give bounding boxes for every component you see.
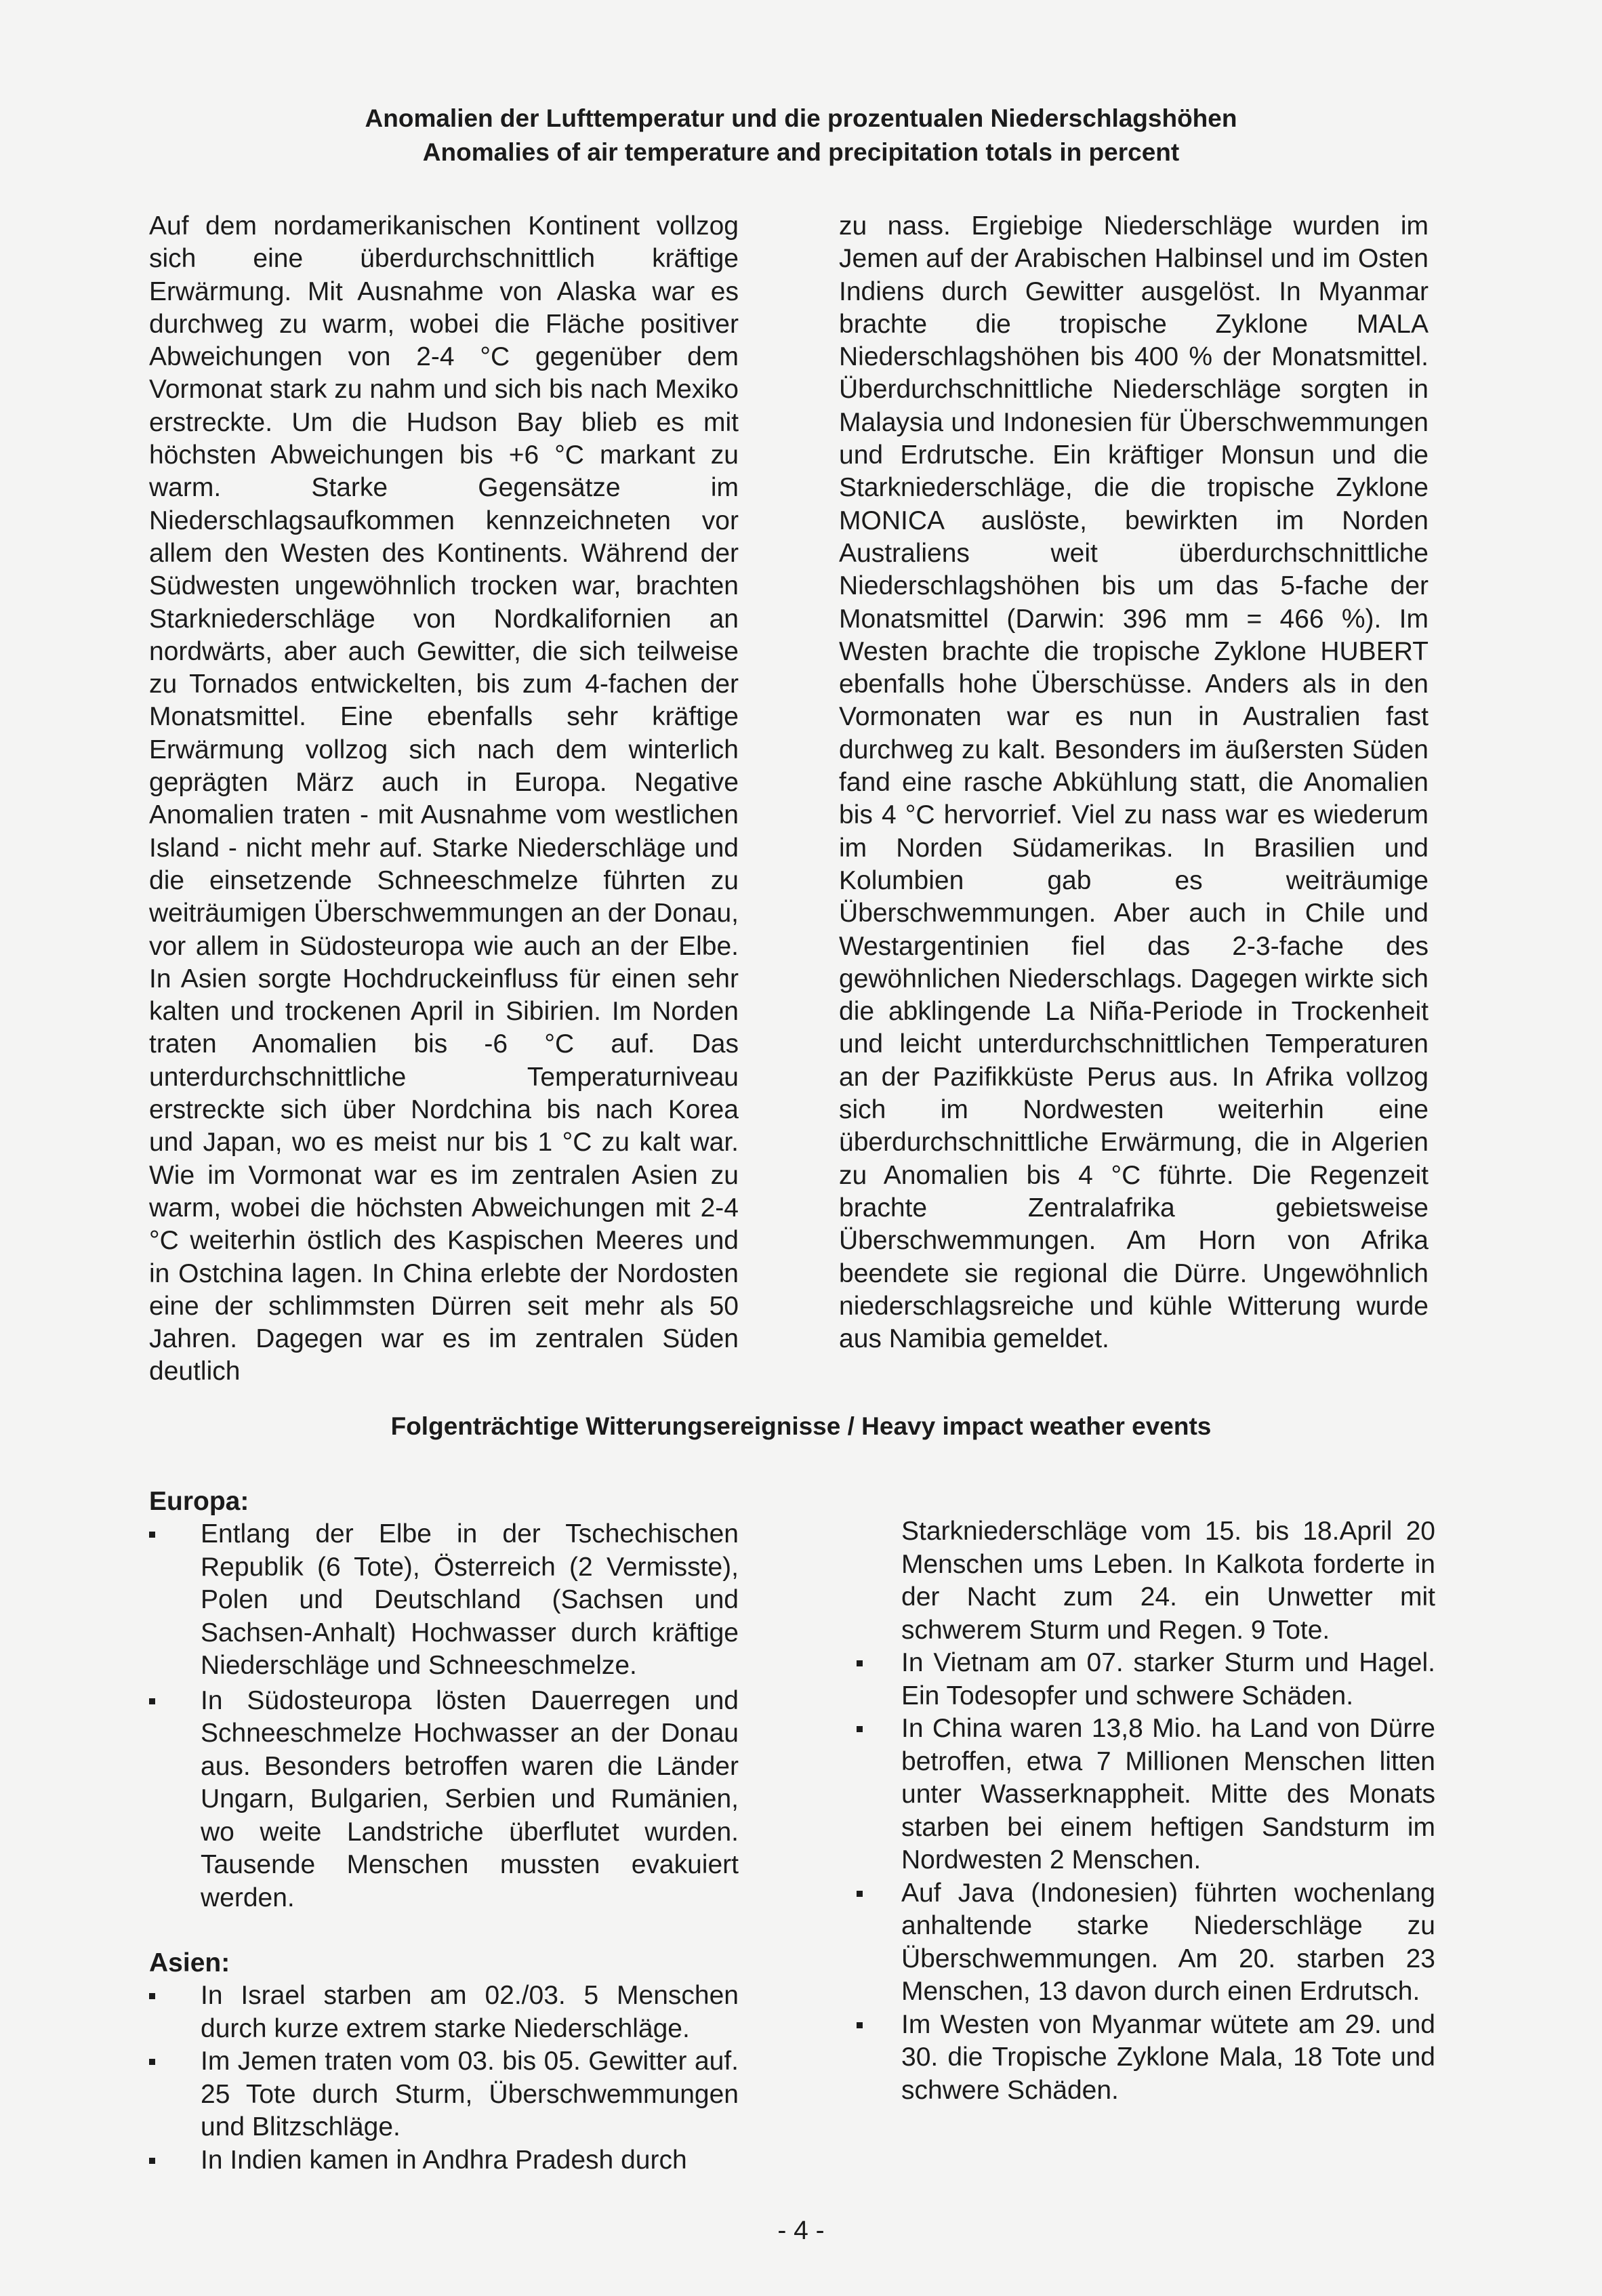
event-text: In Indien kamen in Andhra Pradesh durch [201, 2145, 687, 2175]
list-item [149, 1980, 739, 2045]
event-text: In Vietnam am 07. starker Sturm und Hagel. Ein Todesopfer und schwere Schäden. [901, 1648, 1435, 1710]
bullet-icon [149, 2158, 155, 2164]
list-item [839, 1713, 1435, 1877]
list-item [839, 1647, 1435, 1713]
events-section-title: Folgenträchtige Witterungsereignisse / Heavy impact weather events [390, 1412, 1212, 1440]
event-text: Auf Java (Indonesien) führten wochenlang anhaltende starke Niederschläge zu Überschwemmungen. Am 20. starben 23 Menschen, 13 davon durch einen Erdrutsch. [901, 1878, 1435, 2006]
report-left-column [149, 210, 739, 1389]
page-title [0, 102, 1602, 169]
list-item [839, 2009, 1435, 2108]
bullet-icon [149, 1532, 155, 1538]
title-english: Anomalies of air temperature and precipitation totals in percent [422, 138, 1180, 166]
bullet-icon [857, 1891, 863, 1897]
list-item [149, 1685, 739, 1915]
event-text: In China waren 13,8 Mio. ha Land von Dürre betroffen, etwa 7 Millionen Menschen litten unter Wasserknappheit. Mitte des Monats starben bei einem heftigen Sandsturm im Nordwesten 2 Menschen. [901, 1714, 1435, 1874]
bullet-icon [149, 1698, 155, 1704]
report-text-left: Auf dem nordamerikanischen Kontinent vollzog sich eine überdurchschnittlich kräftige Erwärmung. Mit Ausnahme von Alaska war es durchweg zu warm, wobei die Fläche positiver Abweichungen von 2-4 °C gegenüber dem Vormonat stark zu nahm und sich bis nach Mexiko erstreckte. Um die Hudson Bay blieb es mit höchsten Abweichungen bis +6 °C markant zu warm. Starke Gegensätze im Niederschlagsaufkommen kennzeichneten vor allem den Westen des Kontinents. Während der Südwesten ungewöhnlich trocken war, brachten Starkniederschläge von Nordkalifornien an nordwärts, aber auch Gewitter, die sich teilweise zu Tornados entwickelten, bis zum 4-fachen der Monatsmittel. Eine ebenfalls sehr kräftige Erwärmung vollzog sich nach dem winterlich geprägten März auch in Europa. Negative Anomalien traten - mit Ausnahme vom westlichen Island - nicht mehr auf. Starke Niederschläge und die einsetzende Schneeschmelze führten zu weiträumigen Überschwemmungen an der Donau, vor allem in Südosteuropa wie auch an der Elbe. In Asien sorgte Hochdruckeinfluss für einen sehr kalten und trockenen April in Sibirien. Im Norden traten Anomalien bis -6 °C auf. Das unterdurchschnittliche Temperaturniveau erstreckte sich über Nordchina bis nach Korea und Japan, wo es meist nur bis 1 °C zu kalt war. Wie im Vormonat war es im zentralen Asien zu warm, wobei die höchsten Abweichungen mit 2-4 °C weiterhin östlich des Kaspischen Meeres und in Ostchina lagen. In China erlebte der Nordosten eine der schlimmsten Dürren seit mehr als 50 Jahren. Dagegen war es im zentralen Süden deutlich [149, 211, 739, 1387]
event-text: Entlang der Elbe in der Tschechischen Republik (6 Tote), Österreich (2 Vermisste), Polen und Deutschland (Sachsen und Sachsen-Anhalt) Hochwasser durch kräftige Niederschläge und Schneeschmelze. [201, 1519, 739, 1680]
report-text-right: zu nass. Ergiebige Niederschläge wurden im Jemen auf der Arabischen Halbinsel und im Osten Indiens durch Gewitter ausgelöst. In Myanmar brachte die tropische Zyklone MALA Niederschlagshöhen bis 400 % der Monatsmittel. Überdurchschnittliche Niederschläge sorgten in Malaysia und Indonesien für Überschwemmungen und Erdrutsche. Ein kräftiger Monsun und die Starkniederschläge, die die tropische Zyklone MONICA auslöste, bewirkten im Norden Australiens weit überdurchschnittliche Niederschlagshöhen bis um das 5-fache der Monatsmittel (Darwin: 396 mm = 466 %). Im Westen brachte die tropische Zyklone HUBERT ebenfalls hohe Überschüsse. Anders als in den Vormonaten war es nun in Australien fast durchweg zu kalt. Besonders im äußersten Süden fand eine rasche Abkühlung statt, die Anomalien bis 4 °C hervorrief. Viel zu nass war es wiederum im Norden Südamerikas. In Brasilien und Kolumbien gab es weiträumige Überschwemmungen. Aber auch in Chile und Westargentinien fiel das 2-3-fache des gewöhnlichen Niederschlags. Dagegen wirkte sich die abklingende La Niña-Periode in Trockenheit und leicht unterdurchschnittlichen Temperaturen an der Pazifikküste Perus aus. In Afrika vollzog sich im Nordwesten weiterhin eine überdurchschnittliche Erwärmung, die in Algerien zu Anomalien bis 4 °C führte. Die Regenzeit brachte Zentralafrika gebietsweise Überschwemmungen. Am Horn von Afrika beendete sie regional die Dürre. Ungewöhnlich niederschlagsreiche und kühle Witterung wurde aus Namibia gemeldet. [839, 211, 1429, 1354]
report-right-column [839, 210, 1429, 1355]
title-german: Anomalien der Lufttemperatur und die prozentualen Niederschlagshöhen [365, 104, 1237, 132]
events-right-column [839, 1515, 1435, 2107]
page-number: - 4 - [777, 2216, 825, 2245]
europa-event-list [149, 1518, 739, 1914]
asien-heading: Asien: [149, 1948, 230, 1977]
bullet-icon [149, 1993, 155, 1999]
event-text: Im Jemen traten vom 03. bis 05. Gewitter auf. 25 Tote durch Sturm, Überschwemmungen und Blitzschläge. [201, 2047, 739, 2141]
bullet-icon [857, 2022, 863, 2028]
bullet-icon [149, 2059, 155, 2065]
events-left-column [149, 1485, 739, 2177]
bullet-icon [857, 1726, 863, 1732]
list-item [149, 2045, 739, 2144]
asien-event-list [149, 1980, 739, 2177]
bullet-icon [857, 1660, 863, 1666]
list-item [149, 1518, 739, 1683]
europa-heading: Europa: [149, 1487, 249, 1516]
list-item [149, 2144, 739, 2177]
asien-continuation-text: Starkniederschläge vom 15. bis 18.April 20 Menschen ums Leben. In Kalkota forderte in der Nacht zum 24. ein Unwetter mit schwerem Sturm und Regen. 9 Tote. [901, 1517, 1435, 1645]
asien-event-list-continued [839, 1647, 1435, 2107]
event-text: Im Westen von Myanmar wütete am 29. und 30. die Tropische Zyklone Mala, 18 Tote und schwere Schäden. [901, 2009, 1435, 2105]
event-text: In Israel starben am 02./03. 5 Menschen durch kurze extrem starke Niederschläge. [201, 1981, 739, 2043]
list-item [839, 1877, 1435, 2009]
event-text: In Südosteuropa lösten Dauerregen und Schneeschmelze Hochwasser an der Donau aus. Besonders betroffen waren die Länder Ungarn, Bulgarien, Serbien und Rumänien, wo weite Landstriche überflutet wurden. Tausende Menschen mussten evakuiert werden. [201, 1685, 739, 1912]
